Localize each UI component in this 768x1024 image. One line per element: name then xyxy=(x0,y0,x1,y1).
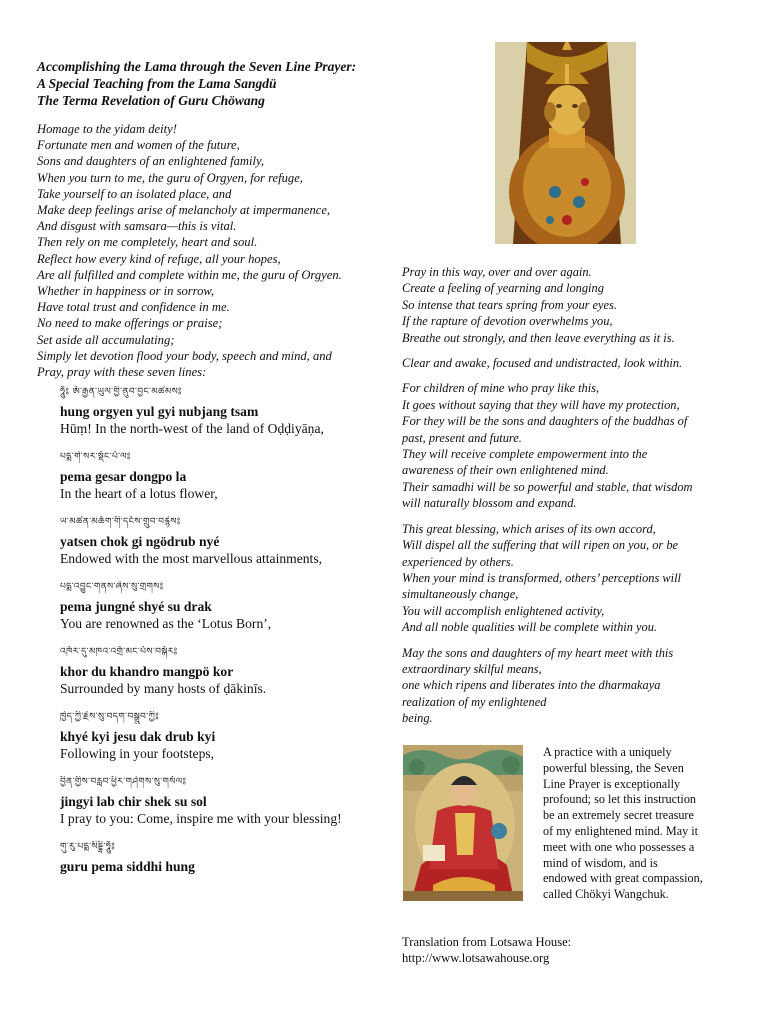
intro-line: Reflect how every kind of refuge, all your hopes, xyxy=(37,251,281,266)
intro-line: No need to make offerings or praise; xyxy=(37,316,223,331)
prayer-verse xyxy=(60,711,390,762)
right-paragraph-line: simultaneously change, xyxy=(402,587,519,602)
transliteration-line: pema jungné shyé su drak xyxy=(60,599,212,614)
tibetan-line: གུ་རུ་པདྨ་སིདྡྷི་ཧཱུྃ༔ xyxy=(60,842,116,852)
right-paragraph-line: one which ripens and liberates into the dharmakaya xyxy=(402,678,661,693)
intro-line: When you turn to me, the guru of Orgyen, for refuge, xyxy=(37,170,303,185)
document-title xyxy=(37,58,356,109)
translation-line: In the heart of a lotus flower, xyxy=(60,486,218,501)
right-paragraph-line: Clear and awake, focused and undistracted, look within. xyxy=(402,356,683,371)
right-paragraph-line: Create a feeling of yearning and longing xyxy=(402,281,604,296)
intro-line: Are all fulfilled and complete within me, the guru of Orgyen. xyxy=(37,267,342,282)
transliteration-line: jingyi lab chir shek su sol xyxy=(60,794,207,809)
intro-line: And disgust with samsara—this is vital. xyxy=(37,219,237,234)
right-column-verses xyxy=(402,264,742,736)
translation-line: Surrounded by many hosts of ḍākinīs. xyxy=(60,681,267,696)
side-note-line: meet with one who possesses a xyxy=(543,839,695,854)
side-note xyxy=(543,745,733,903)
transliteration-line: guru pema siddhi hung xyxy=(60,859,195,874)
side-note-line: A practice with a uniquely xyxy=(543,745,672,759)
intro-line: Set aside all accumulating; xyxy=(37,332,175,347)
right-paragraph-line: For children of mine who pray like this, xyxy=(402,381,600,396)
right-paragraph-line: realization of my enlightened xyxy=(402,694,547,709)
right-paragraph-line: being. xyxy=(402,711,433,726)
right-paragraph-line: They will receive complete empowerment into the xyxy=(402,447,648,462)
transliteration-line: pema gesar dongpo la xyxy=(60,469,187,484)
translation-credit xyxy=(402,934,571,967)
intro-line: Sons and daughters of an enlightened family, xyxy=(37,154,265,169)
prayer-verse xyxy=(60,451,390,502)
side-note-line: called Chökyi Wangchuk. xyxy=(543,887,669,902)
right-paragraph-line: And all noble qualities will be complete within you. xyxy=(402,620,658,635)
side-note-line: of my enlightened mind. May it xyxy=(543,823,699,838)
title-line-3: The Terma Revelation of Guru Chöwang xyxy=(37,93,265,108)
title-line-2: A Special Teaching from the Lama Sangdü xyxy=(37,76,277,91)
tibetan-line: བྱིན་གྱིས་བརླབ་ཕྱིར་གཤེགས་སུ་གསོལ༔ xyxy=(60,777,187,787)
right-paragraph-line: When your mind is transformed, others’ perceptions will xyxy=(402,570,681,585)
intro-line: Whether in happiness or in sorrow, xyxy=(37,284,215,299)
translation-line: Following in your footsteps, xyxy=(60,746,215,761)
intro-line: Take yourself to an isolated place, and xyxy=(37,186,232,201)
tibetan-line: ཁྱེད་ཀྱི་རྗེས་སུ་བདག་བསྒྲུབ་ཀྱི༔ xyxy=(60,712,160,722)
right-paragraph xyxy=(402,264,742,346)
translation-line: Hūṃ! In the north-west of the land of Oḍḍiyāṇa, xyxy=(60,421,324,436)
intro-line: Simply let devotion flood your body, speech and mind, and xyxy=(37,348,332,363)
right-paragraph-line: May the sons and daughters of my heart meet with this xyxy=(402,645,674,660)
intro-line: Have total trust and confidence in me. xyxy=(37,300,230,315)
prayer-verse xyxy=(60,841,390,875)
prayer-verse xyxy=(60,581,390,632)
side-note-line: powerful blessing, the Seven xyxy=(543,760,684,775)
right-paragraph-line: Pray in this way, over and over again. xyxy=(402,265,592,279)
prayer-verse xyxy=(60,386,390,437)
right-paragraph-line: Will dispel all the suffering that will ripen on you, or be xyxy=(402,538,679,553)
right-paragraph-line: For they will be the sons and daughters of the buddhas of xyxy=(402,414,688,429)
side-note-line: be an extremely secret treasure xyxy=(543,808,694,823)
translation-line: You are renowned as the ‘Lotus Born’, xyxy=(60,616,272,631)
prayer-verse xyxy=(60,776,390,827)
intro-verse xyxy=(37,121,387,380)
tibetan-line: པདྨ་འབྱུང་གནས་ཞེས་སུ་གྲགས༔ xyxy=(60,582,164,592)
right-paragraph-line: will naturally blossom and expand. xyxy=(402,496,577,511)
right-paragraph xyxy=(402,380,742,511)
padmasambhava-statue-image xyxy=(495,42,636,244)
side-note-line: profound; so let this instruction xyxy=(543,792,697,807)
right-paragraph-line: Breathe out strongly, and then leave everything as it is. xyxy=(402,330,675,345)
transliteration-line: hung orgyen yul gyi nubjang tsam xyxy=(60,404,259,419)
right-paragraph-line: This great blessing, which arises of its own accord, xyxy=(402,521,656,536)
chokyi-wangchuk-thangka-image xyxy=(403,745,523,901)
right-paragraph xyxy=(402,645,742,727)
intro-line: Fortunate men and women of the future, xyxy=(37,138,240,153)
tibetan-line: པདྨ་གེ་སར་སྡོང་པོ་ལ༔ xyxy=(60,452,131,462)
right-paragraph-line: awareness of their own enlightened mind. xyxy=(402,463,609,478)
tibetan-line: ཡ་མཚན་མཆོག་གི་དངོས་གྲུབ་བརྙེས༔ xyxy=(60,517,181,527)
intro-line: Homage to the yidam deity! xyxy=(37,122,177,136)
tibetan-line: འཁོར་དུ་མཁའ་འགྲོ་མང་པོས་བསྐོར༔ xyxy=(60,647,178,657)
intro-line: Pray, pray with these seven lines: xyxy=(37,365,207,380)
source-url-link[interactable]: http://www.lotsawahouse.org xyxy=(402,951,550,966)
intro-line: Make deep feelings arise of melancholy at impermanence, xyxy=(37,203,331,218)
intro-line: Then rely on me completely, heart and soul. xyxy=(37,235,258,250)
translation-line: I pray to you: Come, inspire me with your blessing! xyxy=(60,811,342,826)
right-paragraph-line: experienced by others. xyxy=(402,554,514,569)
right-paragraph xyxy=(402,355,742,371)
prayer-verse xyxy=(60,646,390,697)
tibetan-line: ཧཱུྃ༔ ཨོ་རྒྱན་ཡུལ་གྱི་ནུབ་བྱང་མཚམས༔ xyxy=(60,387,182,397)
transliteration-line: khor du khandro mangpö kor xyxy=(60,664,234,679)
credit-line: Translation from Lotsawa House: xyxy=(402,935,572,949)
seven-line-prayer xyxy=(60,386,390,875)
side-note-line: mind of wisdom, and is xyxy=(543,855,658,870)
prayer-verse xyxy=(60,516,390,567)
right-paragraph-line: You will accomplish enlightened activity, xyxy=(402,603,605,618)
side-note-line: endowed with great compassion, xyxy=(543,871,703,886)
transliteration-line: khyé kyi jesu dak drub kyi xyxy=(60,729,216,744)
right-paragraph-line: If the rapture of devotion overwhelms you, xyxy=(402,314,613,329)
right-paragraph-line: It goes without saying that they will have my protection, xyxy=(402,397,680,412)
right-paragraph-line: So intense that tears spring from your eyes. xyxy=(402,297,617,312)
right-paragraph-line: extraordinary skilful means, xyxy=(402,661,542,676)
title-line-1: Accomplishing the Lama through the Seven Line Prayer: xyxy=(37,59,357,74)
right-paragraph-line: past, present and future. xyxy=(402,430,522,445)
translation-line: Endowed with the most marvellous attainments, xyxy=(60,551,323,566)
side-note-line: Line Prayer is exceptionally xyxy=(543,776,681,791)
right-paragraph-line: Their samadhi will be so powerful and stable, that wisdom xyxy=(402,479,693,494)
transliteration-line: yatsen chok gi ngödrub nyé xyxy=(60,534,220,549)
right-paragraph xyxy=(402,521,742,636)
